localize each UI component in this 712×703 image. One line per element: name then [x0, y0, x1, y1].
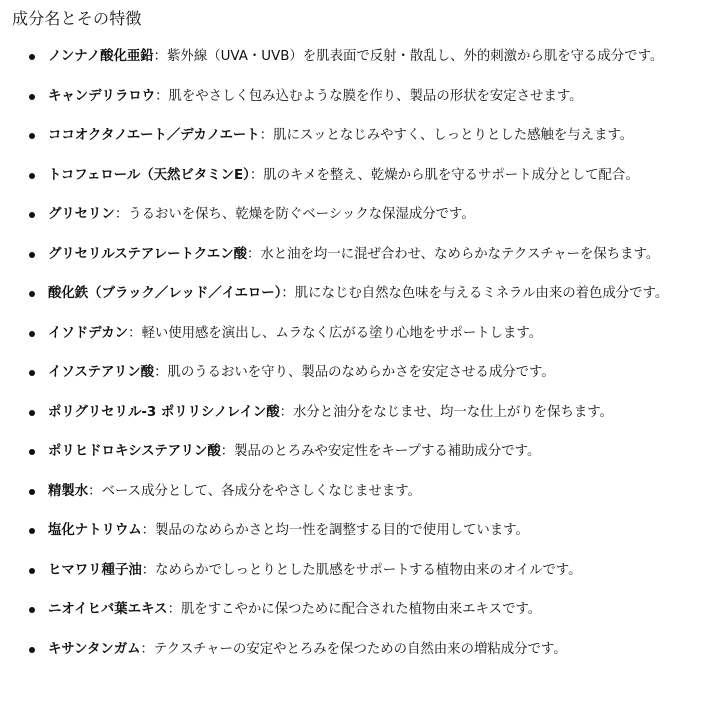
bullet-icon [29, 410, 35, 416]
separator: ： [220, 444, 235, 459]
ingredient-description: 肌をやさしく包み込むような膜を作り、製品の形状を安定させます。 [168, 88, 583, 104]
ingredient-description: 肌になじむ自然な色味を与えるミネラル由来の着色成分です。 [294, 286, 669, 301]
separator: ： [140, 641, 154, 657]
ingredient-description: 製品のなめらかさと均一性を調整する目的で使用しています。 [155, 523, 529, 538]
ingredient-name: グリセリン [48, 207, 115, 222]
ingredient-name: ノンナノ酸化亜鉛 [48, 49, 154, 64]
ingredient-name: 塩化ナトリウム [48, 523, 142, 538]
ingredient-description: ベース成分として、各成分をやさしくなじませます。 [101, 483, 421, 499]
ingredient-name: ニオイヒバ葉エキス [48, 602, 168, 617]
list-item [12, 482, 696, 501]
ingredient-list [12, 47, 696, 659]
ingredient-description: 肌のうるおいを守り、製品のなめらかさを安定させる成分です。 [167, 365, 555, 380]
bullet-icon [29, 647, 35, 653]
bullet-icon [29, 489, 35, 495]
bullet-icon [29, 568, 35, 574]
ingredient-description: 水と油を均一に混ぜ合わせ、なめらかなテクスチャーを保ちます。 [260, 246, 660, 262]
ingredient-name: キャンデリラロウ [48, 88, 156, 104]
bullet-icon [29, 252, 35, 258]
ingredient-description: 肌のキメを整え、乾燥から肌を守るサポート成分として配合。 [263, 167, 639, 183]
ingredient-name: キサンタンガム [48, 641, 141, 657]
ingredient-description: 肌にスッとなじみやすく、しっとりとした感触を与えます。 [273, 128, 634, 143]
separator: ： [155, 88, 169, 104]
ingredient-name: ヒマワリ種子油 [48, 562, 142, 578]
separator: ： [88, 483, 102, 499]
ingredient-name: ポリヒドロキシステアリン酸 [48, 444, 221, 459]
separator: ： [128, 325, 142, 341]
bullet-icon [29, 54, 35, 60]
ingredient-description: テクスチャーの安定やとろみを保つための自然由来の増粘成分です。 [153, 641, 567, 657]
bullet-icon [29, 607, 35, 613]
separator: ： [153, 49, 168, 64]
separator: ： [154, 365, 168, 380]
bullet-icon [29, 133, 35, 139]
list-item [12, 640, 696, 659]
list-item [12, 245, 696, 264]
ingredient-description: うるおいを保ち、乾燥を防ぐベーシックな保湿成分です。 [128, 207, 475, 222]
list-item [12, 87, 696, 106]
bullet-icon [29, 370, 35, 376]
separator: ： [167, 602, 181, 617]
separator: ： [279, 404, 294, 420]
ingredient-description: なめらかでしっとりとした肌感をサポートする植物由来のオイルです。 [155, 562, 582, 578]
ingredient-description: 肌をすこやかに保つために配合された植物由来エキスです。 [180, 602, 542, 617]
ingredient-name: イソステアリン酸 [48, 365, 155, 380]
list-item [12, 166, 696, 185]
list-item [12, 600, 696, 619]
ingredient-name: トコフェロール（天然ビタミンE） [48, 167, 250, 183]
ingredient-name: ココオクタノエート／デカノエート [48, 128, 260, 143]
ingredient-description: 紫外線（UVA・UVB）を肌表面で反射・散乱し、外的刺激から肌を守る成分です。 [167, 49, 664, 64]
ingredient-name: イソドデカン [48, 325, 129, 341]
list-item [12, 284, 696, 303]
list-item [12, 561, 696, 580]
list-item [12, 442, 696, 461]
bullet-icon [29, 291, 35, 297]
ingredient-description: 製品のとろみや安定性をキープする補助成分です。 [234, 444, 541, 459]
bullet-icon [29, 212, 35, 218]
separator: ： [249, 167, 264, 183]
ingredient-name: グリセリルステアレートクエン酸 [48, 246, 247, 262]
ingredient-name: ポリグリセリル-3 ポリリシノレイン酸 [48, 404, 280, 420]
list-item [12, 403, 696, 422]
list-item [12, 126, 696, 145]
bullet-icon [29, 331, 35, 337]
list-item [12, 363, 696, 382]
ingredient-description: 軽い使用感を演出し、ムラなく広がる塗り心地をサポートします。 [141, 325, 543, 341]
separator: ： [141, 523, 155, 538]
separator: ： [246, 246, 261, 262]
ingredient-name: 精製水 [48, 483, 89, 499]
list-item [12, 324, 696, 343]
bullet-icon [29, 94, 35, 100]
bullet-icon [29, 449, 35, 455]
separator: ： [281, 286, 295, 301]
bullet-icon [29, 173, 35, 179]
page-title: 成分名とその特徴 [12, 9, 142, 28]
list-item [12, 47, 696, 66]
list-item [12, 205, 696, 224]
list-item [12, 521, 696, 540]
separator: ： [259, 128, 274, 143]
ingredient-name: 酸化鉄（ブラック／レッド／イエロー） [48, 286, 282, 301]
separator: ： [141, 562, 156, 578]
ingredient-description: 水分と油分をなじませ、均一な仕上がりを保ちます。 [293, 404, 613, 420]
separator: ： [114, 207, 129, 222]
bullet-icon [29, 528, 35, 534]
